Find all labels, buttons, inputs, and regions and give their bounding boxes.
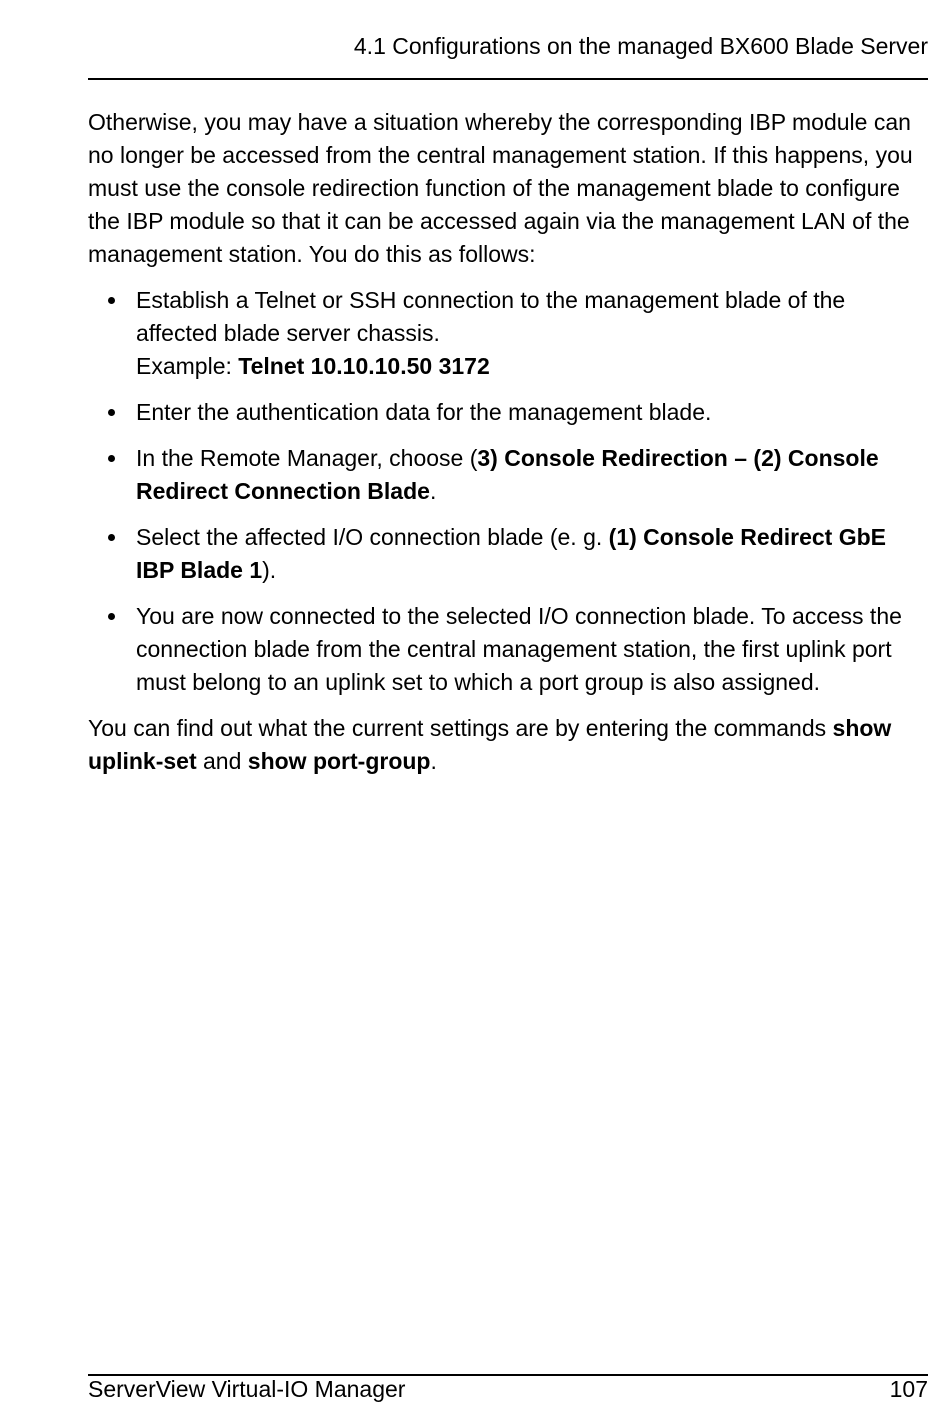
bullet-icon	[108, 455, 115, 462]
command-show-port-group: show port-group	[247, 748, 431, 774]
bullet-icon	[108, 297, 115, 304]
closing-text-post: .	[430, 748, 437, 774]
page-footer	[88, 1374, 928, 1404]
bullet-icon	[108, 534, 115, 541]
intro-paragraph: Otherwise, you may have a situation whereby the corresponding IBP module can no longer be accessed from the central management station. If this happens, you must use the console redirection function of the management blade to configure the IBP module so that it can be accessed again via the management LAN of the management station. You do this as follows:	[88, 109, 913, 267]
footer-product-name: ServerView Virtual-IO Manager	[88, 1376, 406, 1402]
list-item	[88, 396, 928, 429]
list-item	[88, 442, 928, 508]
list-item	[88, 284, 928, 383]
closing-text-mid: and	[196, 748, 248, 774]
menu-option: (1) Console Redirect GbE IBP Blade 1	[136, 524, 886, 583]
closing-text-pre: You can find out what the current settings are by entering the commands	[88, 715, 833, 741]
closing-paragraph	[88, 712, 928, 778]
running-header: 4.1 Configurations on the managed BX600 Blade Server	[353, 33, 928, 59]
command-show-uplink-set: show uplink-set	[88, 715, 892, 774]
step-text-pre: Select the affected I/O connection blade (e. g.	[136, 524, 609, 550]
step-example	[136, 350, 928, 383]
menu-path: 3) Console Redirection – (2) Console Redirect Connection Blade	[136, 445, 879, 504]
procedure-list	[88, 284, 928, 699]
page-content	[88, 106, 928, 778]
list-item	[88, 600, 928, 699]
list-item	[88, 521, 928, 587]
example-label: Example:	[136, 353, 239, 379]
step-text-post: ).	[262, 557, 277, 583]
step-text-post: .	[429, 478, 437, 504]
example-command: Telnet 10.10.10.50 3172	[238, 353, 490, 379]
step-text: Enter the authentication data for the management blade.	[136, 399, 712, 425]
step-text: Establish a Telnet or SSH connection to the management blade of the affected blade server chassis.	[136, 287, 846, 346]
step-text-pre: In the Remote Manager, choose (	[136, 445, 478, 471]
bullet-icon	[108, 613, 115, 620]
step-text: You are now connected to the selected I/O connection blade. To access the connection blade from the central management station, the first uplink port must belong to an uplink set to which a port group is also assigned.	[136, 603, 902, 695]
header-divider	[88, 78, 928, 80]
bullet-icon	[108, 409, 115, 416]
page-number: 107	[889, 1376, 928, 1402]
